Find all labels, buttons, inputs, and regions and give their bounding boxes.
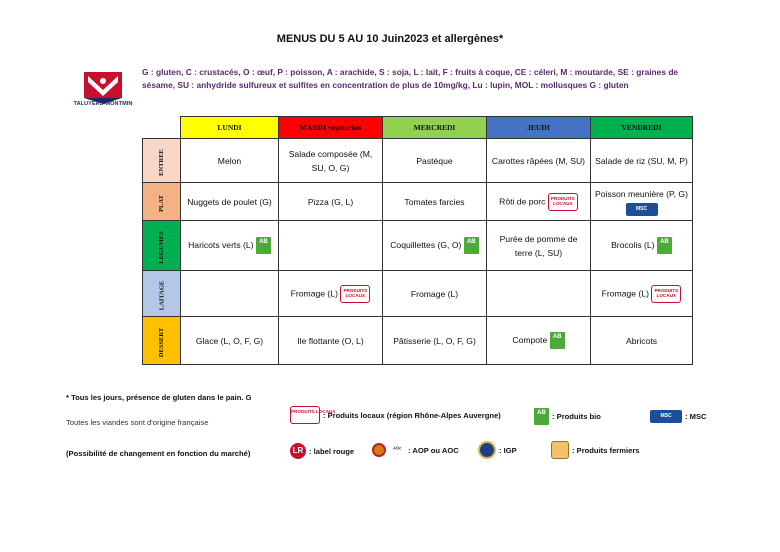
menu-cell: Ile flottante (O, L) xyxy=(279,317,383,365)
dish-text: Coquillettes (G, O) xyxy=(390,239,462,250)
organic-bio-icon: AB xyxy=(657,237,672,254)
table-corner xyxy=(143,117,181,139)
logo-text: TALUYERS-MONTMIN xyxy=(73,101,133,107)
days-header-row xyxy=(143,117,693,139)
row-label-dessert xyxy=(143,317,181,365)
market-change-note: (Possibilité de changement en fonction du marché) xyxy=(66,449,251,458)
aop-icon xyxy=(372,443,386,457)
table-row-plat xyxy=(143,183,693,221)
menu-cell xyxy=(487,271,591,317)
organic-bio-icon: AB xyxy=(550,332,565,349)
logo-emblem-icon xyxy=(72,70,134,104)
menu-cell: Melon xyxy=(181,139,279,183)
dish-text: Fromage (L) xyxy=(290,287,338,298)
legend-bio xyxy=(534,408,601,425)
menu-table xyxy=(142,116,693,365)
row-label-legumes xyxy=(143,221,181,271)
row-label-text: LEGUMES xyxy=(157,230,165,264)
table-row-laitage xyxy=(143,271,693,317)
legend-aop-text: : AOP ou AOC xyxy=(408,445,459,455)
menu-cell: Salade composée (M, SU, O, G) xyxy=(279,139,383,183)
menu-cell: Purée de pomme de terre (L, SU) xyxy=(487,221,591,271)
menu-cell xyxy=(279,221,383,271)
page-title: MENUS DU 5 AU 10 Juin2023 et allergènes* xyxy=(276,33,504,45)
local-product-icon: PRODUITS LOCAUX xyxy=(290,406,320,424)
menu-cell xyxy=(487,183,591,221)
legend-msc-text: : MSC xyxy=(685,412,707,421)
msc-icon: MSC xyxy=(626,203,658,216)
legend-local xyxy=(290,406,501,424)
menu-cell: Pastèque xyxy=(383,139,487,183)
igp-icon xyxy=(478,441,496,459)
row-label-text: DESSERT xyxy=(158,327,165,357)
row-label-text: LAITAGE xyxy=(158,280,165,310)
menu-cell: Pâtisserie (L, O, F, G) xyxy=(383,317,487,365)
table-row-entree xyxy=(143,139,693,183)
organic-bio-icon: AB xyxy=(256,237,271,254)
local-product-icon: PRODUITS LOCAUX xyxy=(340,285,370,303)
gluten-note: * Tous les jours, présence de gluten dans le pain. G xyxy=(66,393,252,402)
legend-local-text: : Produits locaux (région Rhône-Alpes Auvergne) xyxy=(323,410,501,420)
menu-cell: Glace (L, O, F, G) xyxy=(181,317,279,365)
menu-cell xyxy=(591,183,693,221)
row-label-entree xyxy=(143,139,181,183)
menu-cell xyxy=(591,221,693,271)
legend-msc xyxy=(650,410,707,423)
aoc-icon: ᴬᴼᶜ xyxy=(392,447,402,453)
legend-igp xyxy=(478,441,517,459)
legend-bio-text: : Produits bio xyxy=(552,412,601,421)
table-row-legumes xyxy=(143,221,693,271)
menu-cell xyxy=(383,221,487,271)
organic-bio-icon: AB xyxy=(534,408,549,425)
menu-cell xyxy=(181,271,279,317)
day-header-jeudi: JEUDI xyxy=(487,117,591,139)
menu-cell: Carottes râpées (M, SU) xyxy=(487,139,591,183)
organic-bio-icon: AB xyxy=(464,237,479,254)
dish-text: Brocolis (L) xyxy=(611,239,655,250)
school-logo xyxy=(72,70,134,120)
dish-text: Poisson meunière (P, G) xyxy=(595,189,688,200)
day-header-mardi: MARDI végétarien xyxy=(279,117,383,139)
meat-origin-note: Toutes les viandes sont d'origine française xyxy=(66,418,209,427)
local-product-icon: PRODUITS LOCAUX xyxy=(548,193,578,211)
label-rouge-icon: LR xyxy=(290,443,306,459)
menu-cell: Pizza (G, L) xyxy=(279,183,383,221)
allergens-legend: G : gluten, C : crustacés, O : œuf, P : poisson, A : arachide, S : soja, L : lait, F : fruits à coque, CE : céleri, M : moutarde, SE : graines de sésame, SU : anhydride sulfureux et sulfites en concentration de plus de 10mg/kg, Lu : lupin, MOL : mollusques G : gluten xyxy=(142,67,679,90)
day-header-lundi: LUNDI xyxy=(181,117,279,139)
local-product-icon: PRODUITS LOCAUX xyxy=(651,285,681,303)
menu-cell: Abricots xyxy=(591,317,693,365)
dish-text: Haricots verts (L) xyxy=(188,239,254,250)
day-header-mercredi: MERCREDI xyxy=(383,117,487,139)
legend-label-rouge-text: : label rouge xyxy=(309,446,355,456)
menu-cell xyxy=(279,271,383,317)
row-label-plat xyxy=(143,183,181,221)
dish-text: Compote xyxy=(512,334,548,345)
legend-label-rouge xyxy=(290,443,354,459)
menu-cell xyxy=(181,221,279,271)
row-label-laitage xyxy=(143,271,181,317)
legend-fermier-text: : Produits fermiers xyxy=(572,445,640,455)
menu-cell xyxy=(591,271,693,317)
legend-fermier xyxy=(551,441,640,459)
table-row-dessert xyxy=(143,317,693,365)
menu-cell xyxy=(487,317,591,365)
menu-cell: Fromage (L) xyxy=(383,271,487,317)
dish-text: Rôti de porc xyxy=(499,195,546,206)
dish-text: Fromage (L) xyxy=(601,287,649,298)
menu-cell: Nuggets de poulet (G) xyxy=(181,183,279,221)
day-header-vendredi: VENDREDI xyxy=(591,117,693,139)
row-label-text: ENTREE xyxy=(157,148,165,176)
msc-icon: MSC xyxy=(650,410,682,423)
menu-cell: Tomates farcies xyxy=(383,183,487,221)
legend-aop xyxy=(372,443,459,457)
row-label-text: PLAT xyxy=(157,194,165,212)
farm-product-icon xyxy=(551,441,569,459)
legend-igp-text: : IGP xyxy=(499,445,517,455)
menu-cell: Salade de riz (SU, M, P) xyxy=(591,139,693,183)
